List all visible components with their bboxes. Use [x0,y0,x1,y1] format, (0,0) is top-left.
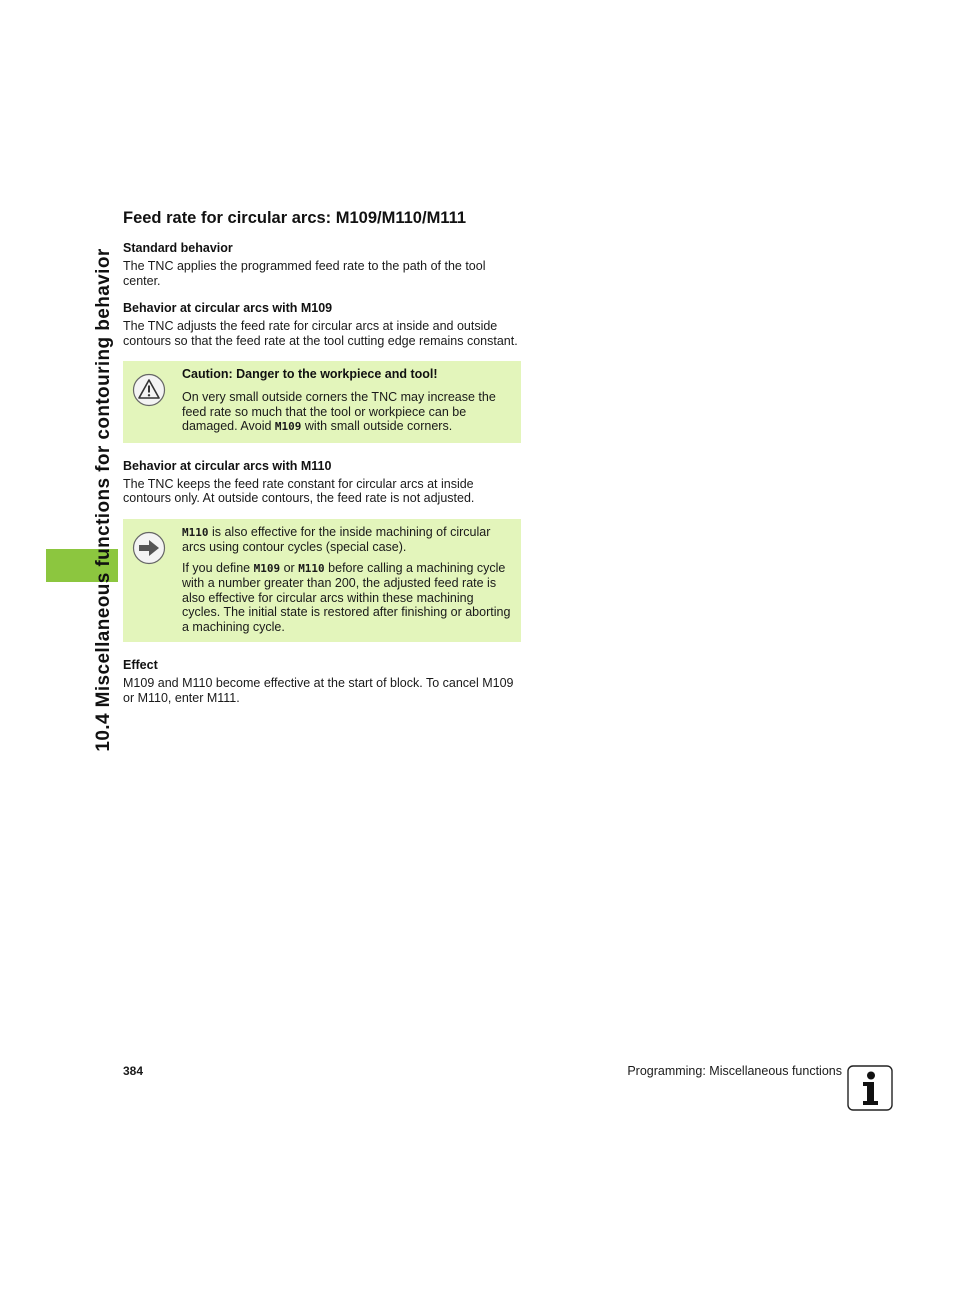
warning-icon [132,373,166,407]
m110-text: The TNC keeps the feed rate constant for circular arcs at inside contours only. At outside contours, the feed rate is not adjusted. [123,476,475,505]
tip-note [123,519,521,643]
arrow-right-icon [132,531,166,565]
code-m109: M109 [274,420,302,433]
m110-heading: Behavior at circular arcs with M110 [123,458,332,473]
footer-chapter-title: Programming: Miscellaneous functions [627,1064,842,1078]
effect-heading: Effect [123,658,158,672]
main-content [123,209,523,718]
m109-heading: Behavior at circular arcs with M109 [123,301,333,315]
section-title: Feed rate for circular arcs: M109/M110/M111 [123,209,467,227]
code-m109: M109 [253,561,281,575]
code-m110: M110 [298,561,325,575]
caution-text: On very small outside corners the TNC may increase the feed rate so much that the tool or workpiece can be damaged. Avoid M109 with small outside corners. [182,390,496,433]
caution-title: Caution: Danger to the workpiece and tool! [182,367,438,381]
info-icon [847,1065,893,1111]
tip-paragraph-1: M110 is also effective for the inside machining of circular arcs using contour cycles (special case). [182,524,491,554]
code-m110: M110 [182,525,209,539]
m109-text: The TNC adjusts the feed rate for circular arcs at inside and outside contours so that the feed rate at the tool cutting edge remains constant. [123,319,518,348]
chapter-side-title: 10.4 Miscellaneous functions for contouring behavior [93,248,114,752]
page-number: 384 [123,1064,144,1078]
standard-text: The TNC applies the programmed feed rate to the path of the tool center. [123,259,486,288]
effect-text: M109 and M110 become effective at the start of block. To cancel M109 or M110, enter M111. [123,676,514,705]
caution-note [123,361,521,443]
tip-paragraph-2: If you define M109 or M110 before calling a machining cycle with a number greater than 200, the adjusted feed rate is also effective for circular arcs within these machining cycles. The initial state is restored after finishing or aborting a machining cycle. [182,560,511,634]
standard-heading: Standard behavior [123,241,233,255]
